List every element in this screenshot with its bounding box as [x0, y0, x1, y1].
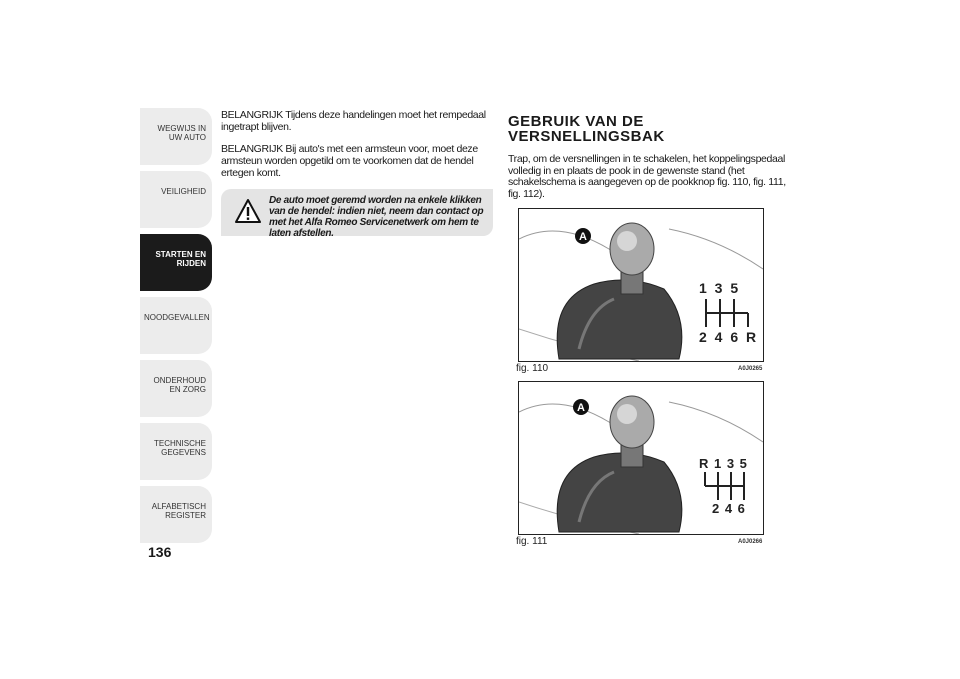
gear-row-top: 1 3 5	[699, 280, 741, 296]
figure-caption: fig. 110	[516, 363, 549, 374]
paragraph-brake-pedal: BELANGRIJK Tijdens deze handelingen moet het rempedaal ingetrapt blijven.	[221, 109, 486, 133]
figure-code: A0J0266	[738, 539, 763, 545]
gearbox-instructions: Trap, om de versnellingen in te schakelen, het koppelingspedaal volledig in en plaats de pook in de gewenste stand (het schakelschema is aangegeven op de pookknop fig. 110, fig. 111, fig. 112).	[508, 153, 786, 200]
section-heading: GEBRUIK VAN DE VERSNELLINGSBAK	[508, 113, 665, 145]
right-column	[508, 114, 788, 200]
callout-label-a: A	[577, 402, 585, 414]
tab-alfabetisch-register[interactable]: ALFABETISCH REGISTER	[140, 486, 212, 543]
warning-triangle-icon	[235, 198, 261, 224]
chapter-sidebar	[140, 108, 212, 549]
gear-row-bottom: 2 4 6 R	[699, 329, 759, 345]
left-column	[221, 109, 493, 239]
gear-row-top: R 1 3 5	[699, 456, 748, 471]
tab-noodgevallen[interactable]: NOODGEVALLEN	[140, 297, 212, 354]
paragraph-armrest: BELANGRIJK Bij auto's met een armsteun voor, moet deze armsteun worden opgetild om te voorkomen dat de hendel ertegen komt.	[221, 143, 478, 179]
figure-code: A0J0265	[738, 366, 763, 372]
tab-technische-gegevens[interactable]: TECHNISCHE GEGEVENS	[140, 423, 212, 480]
figure-gear-knob-reverse-left	[518, 381, 764, 535]
figure-caption: fig. 111	[516, 536, 548, 547]
gear-row-bottom: 2 4 6	[712, 501, 746, 516]
tab-wegwijs[interactable]: WEGWIJS IN UW AUTO	[140, 108, 212, 165]
tab-veiligheid[interactable]: VEILIGHEID	[140, 171, 212, 228]
tab-starten-en-rijden[interactable]: STARTEN EN RIJDEN	[140, 234, 212, 291]
callout-label-a: A	[579, 231, 587, 243]
tab-onderhoud[interactable]: ONDERHOUD EN ZORG	[140, 360, 212, 417]
figure-gear-knob-6-speed	[518, 208, 764, 362]
warning-text: De auto moet geremd worden na enkele klikken van de hendel: indien niet, neem dan contact op met het Alfa Romeo Servicenetwerk om hem te laten afstellen.	[269, 195, 484, 239]
warning-box	[221, 189, 493, 239]
page-number: 136	[148, 544, 172, 560]
